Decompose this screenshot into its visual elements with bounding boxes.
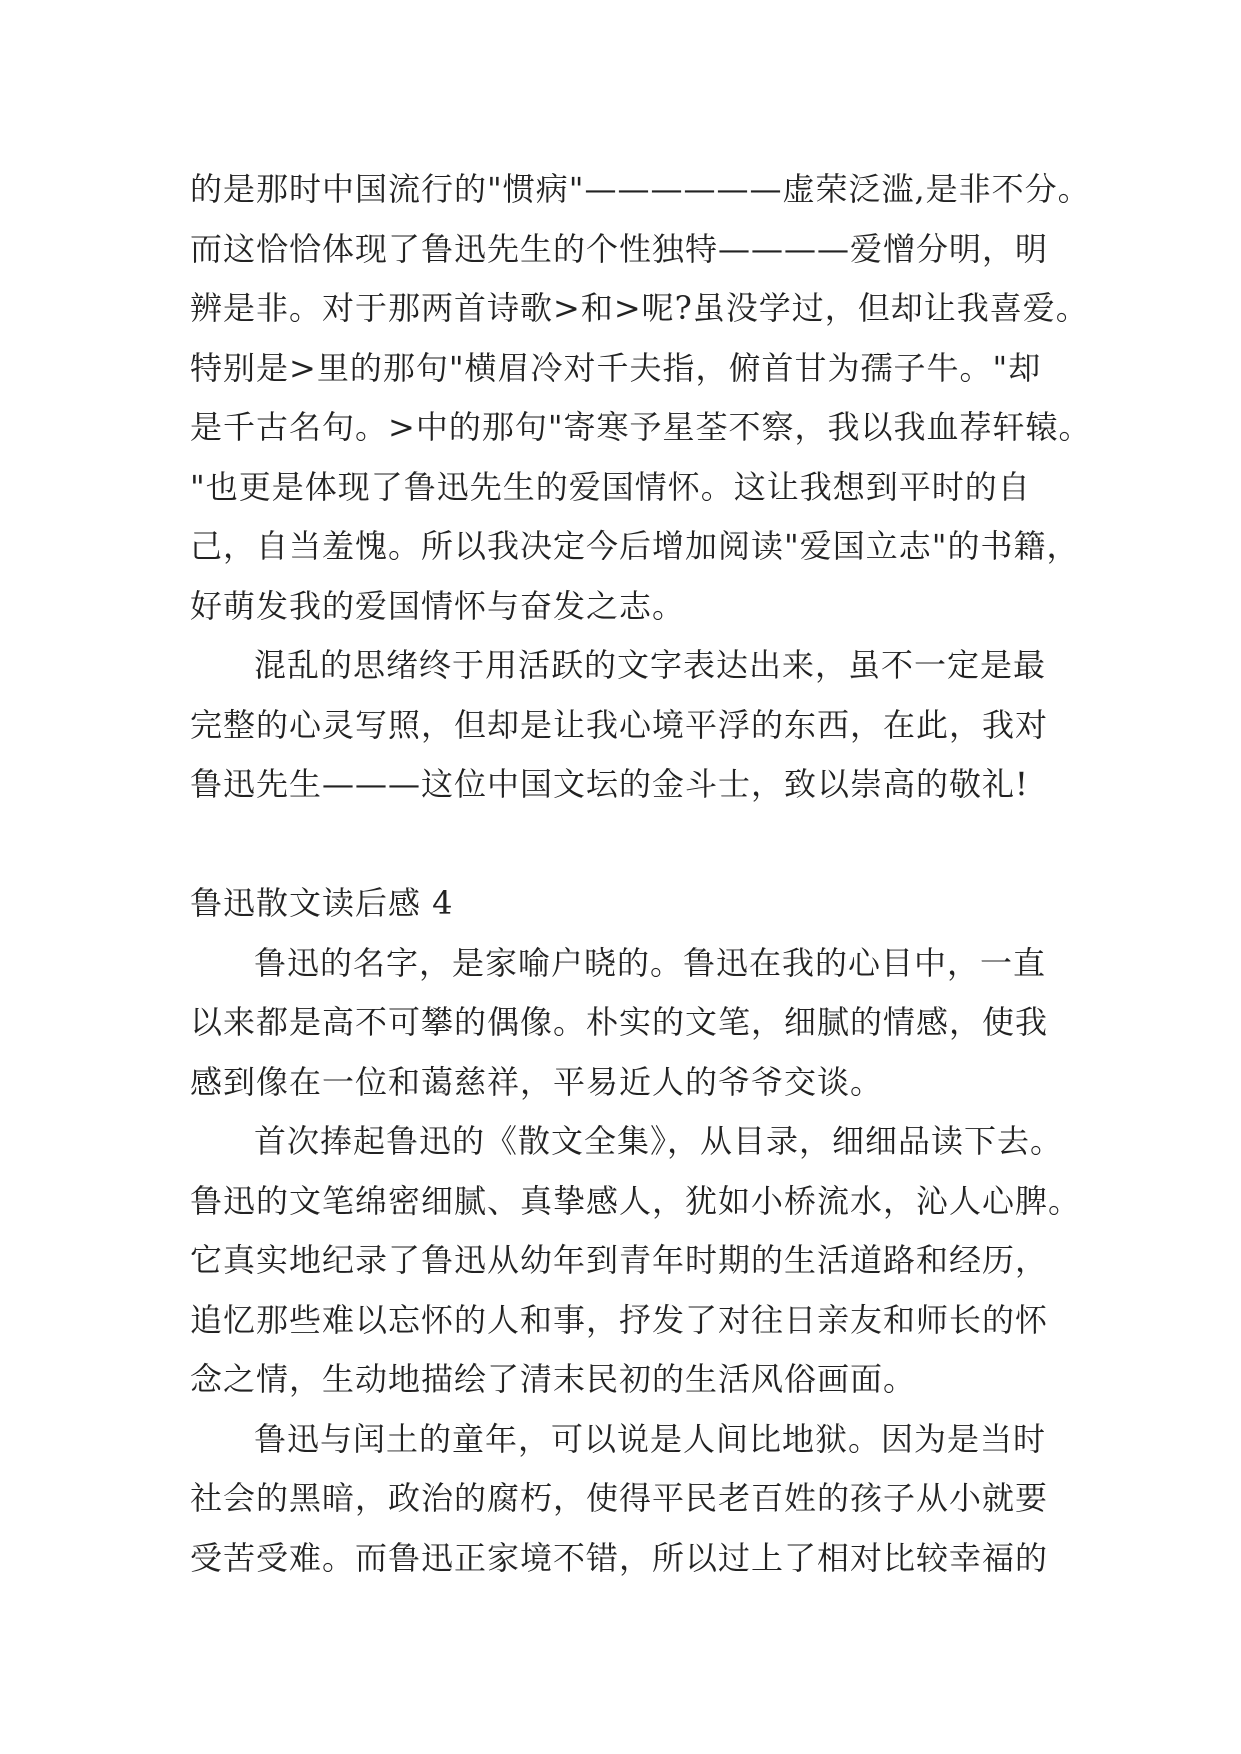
text-line: 首次捧起鲁迅的《散文全集》，从目录，细细品读下去。 bbox=[254, 1122, 1064, 1160]
text-line: 是千古名句。>中的那句"寄寒予星荃不察，我以我血荐轩辕。 bbox=[190, 408, 1092, 446]
text-line: 己，自当羞愧。所以我决定今后增加阅读"爱国立志"的书籍， bbox=[190, 527, 1080, 565]
paragraph-closing bbox=[190, 636, 1070, 815]
text-line: 鲁迅的文笔绵密细腻、真挚感人，犹如小桥流水，沁人心脾。 bbox=[190, 1181, 1082, 1220]
text-line: 而这恰恰体现了鲁迅先生的个性独特————爱憎分明，明 bbox=[190, 229, 1049, 268]
paragraph-2 bbox=[190, 1112, 1082, 1410]
text-line: "也更是体现了鲁迅先生的爱国情怀。这让我想到平时的自 bbox=[190, 467, 1031, 506]
text-line: 好萌发我的爱国情怀与奋发之志。 bbox=[190, 586, 686, 625]
text-line: 鲁迅先生———这位中国文坛的金斗士，致以崇高的敬礼! bbox=[190, 765, 1029, 803]
paragraph-1 bbox=[190, 934, 1070, 1113]
text-line: 完整的心灵写照，但却是让我心境平浮的东西，在此，我对 bbox=[190, 705, 1049, 744]
text-line: 受苦受难。而鲁迅正家境不错，所以过上了相对比较幸福的 bbox=[190, 1538, 1049, 1577]
text-line: 混乱的思绪终于用活跃的文字表达出来，虽不一定是最 bbox=[254, 646, 1047, 684]
section-title: 鲁迅散文读后感 4 bbox=[190, 884, 454, 922]
text-line: 社会的黑暗，政治的腐朽，使得平民老百姓的孩子从小就要 bbox=[190, 1479, 1049, 1517]
paragraph-continuation bbox=[190, 160, 1092, 636]
paragraph-3 bbox=[190, 1410, 1070, 1589]
text-line: 以来都是高不可攀的偶像。朴实的文笔，细腻的情感，使我 bbox=[190, 1003, 1049, 1041]
section-gap bbox=[190, 815, 1070, 875]
text-line: 鲁迅的名字，是家喻户晓的。鲁迅在我的心目中，一直 bbox=[254, 943, 1047, 982]
text-line: 它真实地纪录了鲁迅从幼年到青年时期的生活道路和经历， bbox=[190, 1241, 1049, 1279]
text-line: 追忆那些难以忘怀的人和事，抒发了对往日亲友和师长的怀 bbox=[190, 1300, 1049, 1339]
text-line: 辨是非。对于那两首诗歌>和>呢?虽没学过，但却让我喜爱。 bbox=[190, 289, 1089, 327]
document-body bbox=[190, 160, 1092, 1588]
text-line: 念之情，生动地描绘了清末民初的生活风俗画面。 bbox=[190, 1360, 917, 1398]
text-line: 特别是>里的那句"横眉冷对千夫指，俯首甘为孺子牛。"却 bbox=[190, 348, 1042, 387]
text-line: 感到像在一位和蔼慈祥，平易近人的爷爷交谈。 bbox=[190, 1062, 884, 1101]
text-line: 的是那时中国流行的"惯病"——————虚荣泛滥,是非不分。 bbox=[190, 170, 1091, 208]
text-line: 鲁迅与闰土的童年，可以说是人间比地狱。因为是当时 bbox=[254, 1419, 1047, 1458]
